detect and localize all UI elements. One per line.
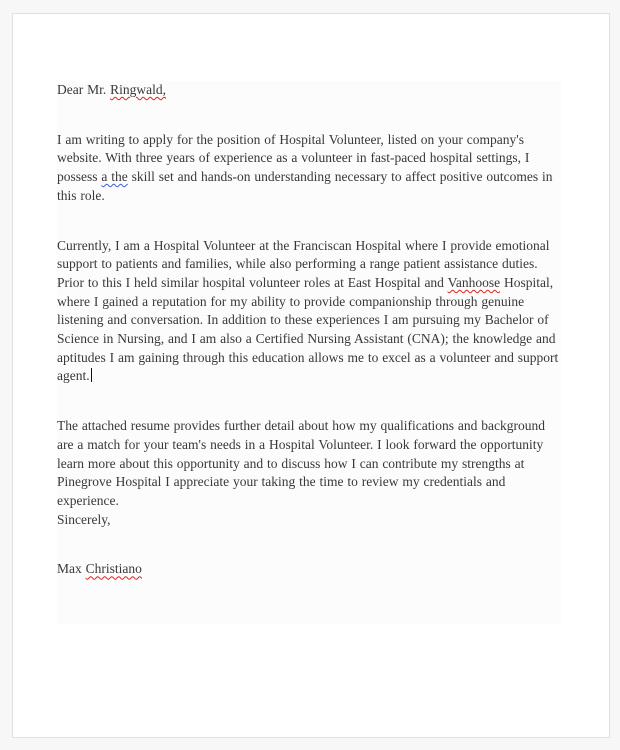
sign-off[interactable] <box>57 511 561 530</box>
text-run: Currently, I am a Hospital Volunteer at the Franciscan Hospital where I provide emotional support to patients and families, while also performing a range patient assistance duties. Prior to this I held similar hospital volunteer roles at East Hospital and <box>57 237 550 290</box>
paragraph-intro[interactable] <box>57 131 561 206</box>
text-run: Dear Mr. <box>57 82 111 97</box>
text-run: Sincerely, <box>57 511 111 527</box>
signature[interactable] <box>57 560 561 579</box>
text-run: The attached resume provides further detail about how my qualifications and background are a match for your team's needs in a Hospital Volunteer. I look forward the opportunity learn more about this opportunity and to discuss how I can contribute my strengths at Pinegrove Hospital I appreciate your taking the time to review my credentials and experience. <box>57 418 545 508</box>
text-run: skill set and hands-on understanding necessary to affect positive outcomes in this role. <box>57 169 553 203</box>
paragraph-closing[interactable] <box>57 417 561 511</box>
paragraph-experience[interactable] <box>57 237 561 387</box>
salutation[interactable] <box>57 81 561 100</box>
text-cursor <box>91 368 92 382</box>
text-run: I am writing to apply for the position of Hospital Volunteer, listed on your company's website. With three years of experience as a volunteer in fast-paced hospital settings, I possess <box>57 131 530 185</box>
letter-container <box>13 14 609 624</box>
spellcheck-flagged-text: Vanhoose <box>447 274 501 290</box>
document-page[interactable] <box>12 13 610 738</box>
spellcheck-flagged-text: Ringwald, <box>110 82 166 97</box>
text-run: Hospital, where I gained a reputation for my ability to provide companionship through genuine listening and conversation. In addition to these experiences I am pursuing my Bachelor of Science in Nursing, and I am also a Certified Nursing Assistant (CNA); the knowledge and aptitudes I am gaining through this education allows me to excel as a volunteer and support agent. <box>57 274 559 384</box>
grammar-flagged-text: a the <box>101 169 128 185</box>
spellcheck-flagged-text: Christiano <box>85 561 142 577</box>
text-run: Max <box>57 561 86 577</box>
letter-body[interactable] <box>57 81 561 624</box>
